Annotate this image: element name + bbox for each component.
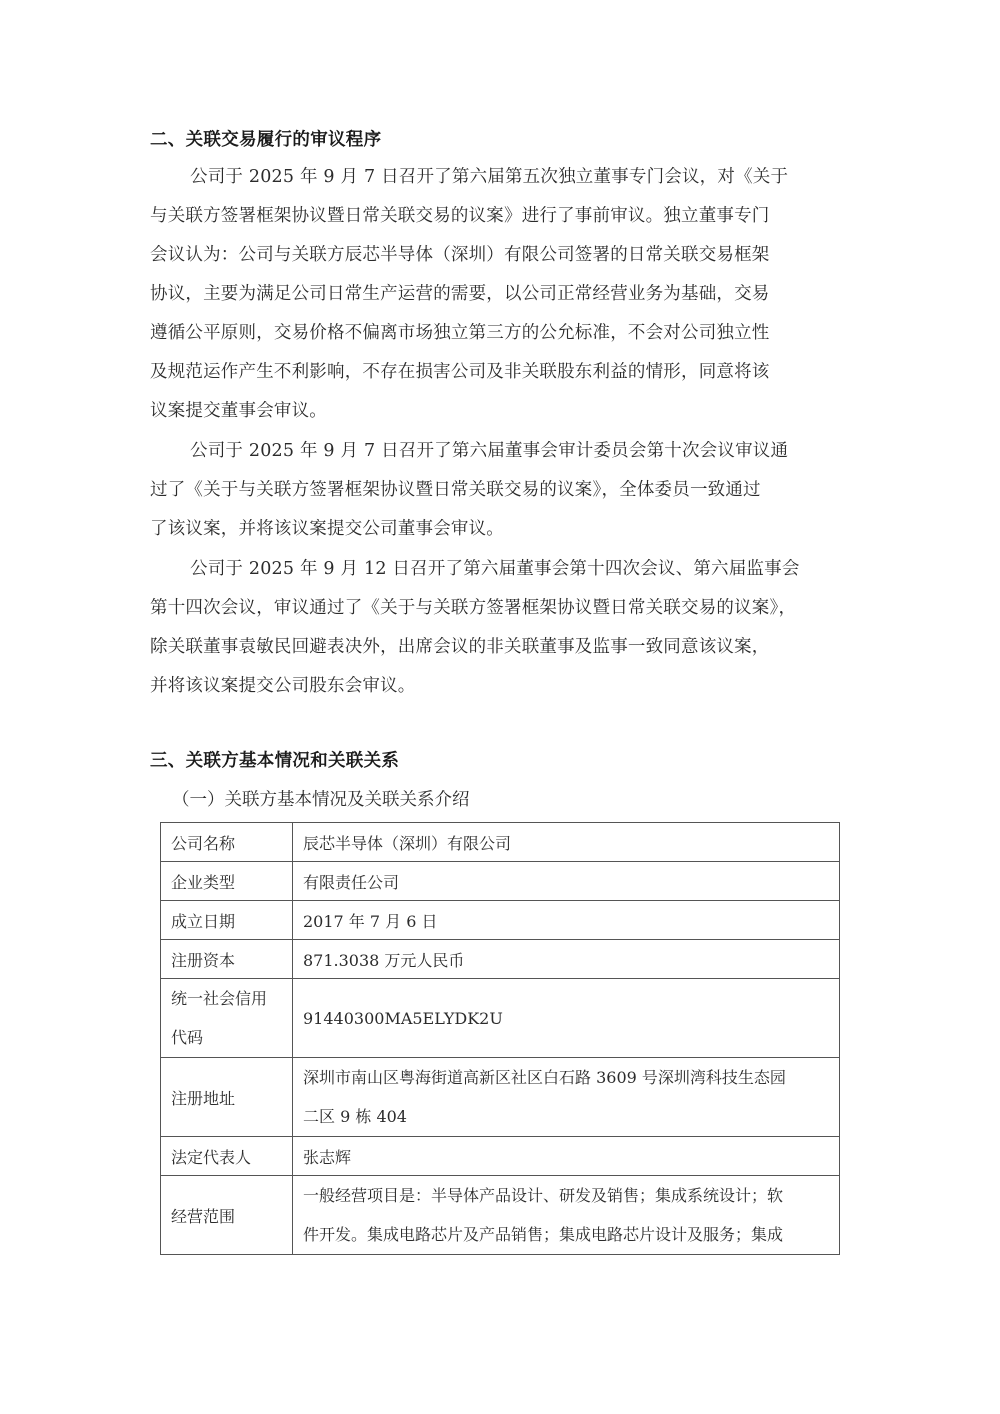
paragraph-line: 并将该议案提交公司股东会审议。	[150, 676, 416, 696]
paragraph-line: 除关联董事袁敏民回避表决外，出席会议的非关联董事及监事一致同意该议案，	[150, 637, 770, 657]
section-3-heading: 三、关联方基本情况和关联关系	[150, 751, 400, 771]
table-value-line: 二区 9 栋 404	[303, 1107, 407, 1126]
table-value: 有限责任公司	[293, 862, 840, 901]
table-key: 注册资本	[161, 940, 293, 979]
table-key: 成立日期	[161, 901, 293, 940]
table-value: 871.3038 万元人民币	[293, 940, 840, 979]
table-key	[161, 979, 293, 1058]
table-value: 张志辉	[293, 1137, 840, 1176]
paragraph-line: 议案提交董事会审议。	[150, 401, 327, 421]
paragraph-line: 公司于 2025 年 9 月 12 日召开了第六届董事会第十四次会议、第六届监事会	[190, 559, 800, 579]
section-2-heading: 二、关联交易履行的审议程序	[150, 130, 382, 150]
table-row	[161, 940, 840, 979]
table-row	[161, 901, 840, 940]
table-row	[161, 823, 840, 862]
paragraph-line: 过了《关于与关联方签署框架协议暨日常关联交易的议案》，全体委员一致通过	[150, 480, 761, 500]
table-key: 法定代表人	[161, 1137, 293, 1176]
table-key: 企业类型	[161, 862, 293, 901]
table-value-line: 件开发。集成电路芯片及产品销售；集成电路芯片设计及服务；集成	[303, 1225, 784, 1244]
paragraph-line: 第十四次会议，审议通过了《关于与关联方签署框架协议暨日常关联交易的议案》，	[150, 598, 797, 618]
paragraph-line: 公司于 2025 年 9 月 7 日召开了第六届董事会审计委员会第十次会议审议通	[190, 441, 789, 461]
table-value-line: 一般经营项目是：半导体产品设计、研发及销售；集成系统设计；软	[303, 1186, 784, 1205]
table-key: 经营范围	[161, 1176, 293, 1255]
paragraph-line: 遵循公平原则，交易价格不偏离市场独立第三方的公允标准，不会对公司独立性	[150, 323, 770, 343]
paragraph-line: 与关联方签署框架协议暨日常关联交易的议案》进行了事前审议。独立董事专门	[150, 206, 770, 226]
paragraph-line: 协议，主要为满足公司日常生产运营的需要，以公司正常经营业务为基础，交易	[150, 284, 770, 304]
table-row	[161, 1058, 840, 1137]
related-party-info-table	[160, 822, 840, 1255]
table-key: 注册地址	[161, 1058, 293, 1137]
table-value: 2017 年 7 月 6 日	[293, 901, 840, 940]
table-key: 公司名称	[161, 823, 293, 862]
table-value	[293, 1176, 840, 1255]
table-row	[161, 862, 840, 901]
table-key-line: 统一社会信用	[171, 989, 268, 1008]
table-value: 辰芯半导体（深圳）有限公司	[293, 823, 840, 862]
table-value	[293, 1058, 840, 1137]
table-row	[161, 1137, 840, 1176]
table-value: 91440300MA5ELYDK2U	[293, 979, 840, 1058]
table-row	[161, 979, 840, 1058]
paragraph-line: 会议认为：公司与关联方辰芯半导体（深圳）有限公司签署的日常关联交易框架	[150, 245, 770, 265]
paragraph-line: 及规范运作产生不利影响，不存在损害公司及非关联股东利益的情形，同意将该	[150, 362, 770, 382]
paragraph-line: 了该议案，并将该议案提交公司董事会审议。	[150, 519, 504, 539]
table-value-line: 深圳市南山区粤海街道高新区社区白石路 3609 号深圳湾科技生态园	[303, 1068, 786, 1087]
paragraph-line: 公司于 2025 年 9 月 7 日召开了第六届第五次独立董事专门会议，对《关于	[190, 167, 789, 187]
section-3-subheading: （一）关联方基本情况及关联关系介绍	[172, 790, 470, 810]
table-key-line: 代码	[171, 1028, 204, 1047]
table-row	[161, 1176, 840, 1255]
